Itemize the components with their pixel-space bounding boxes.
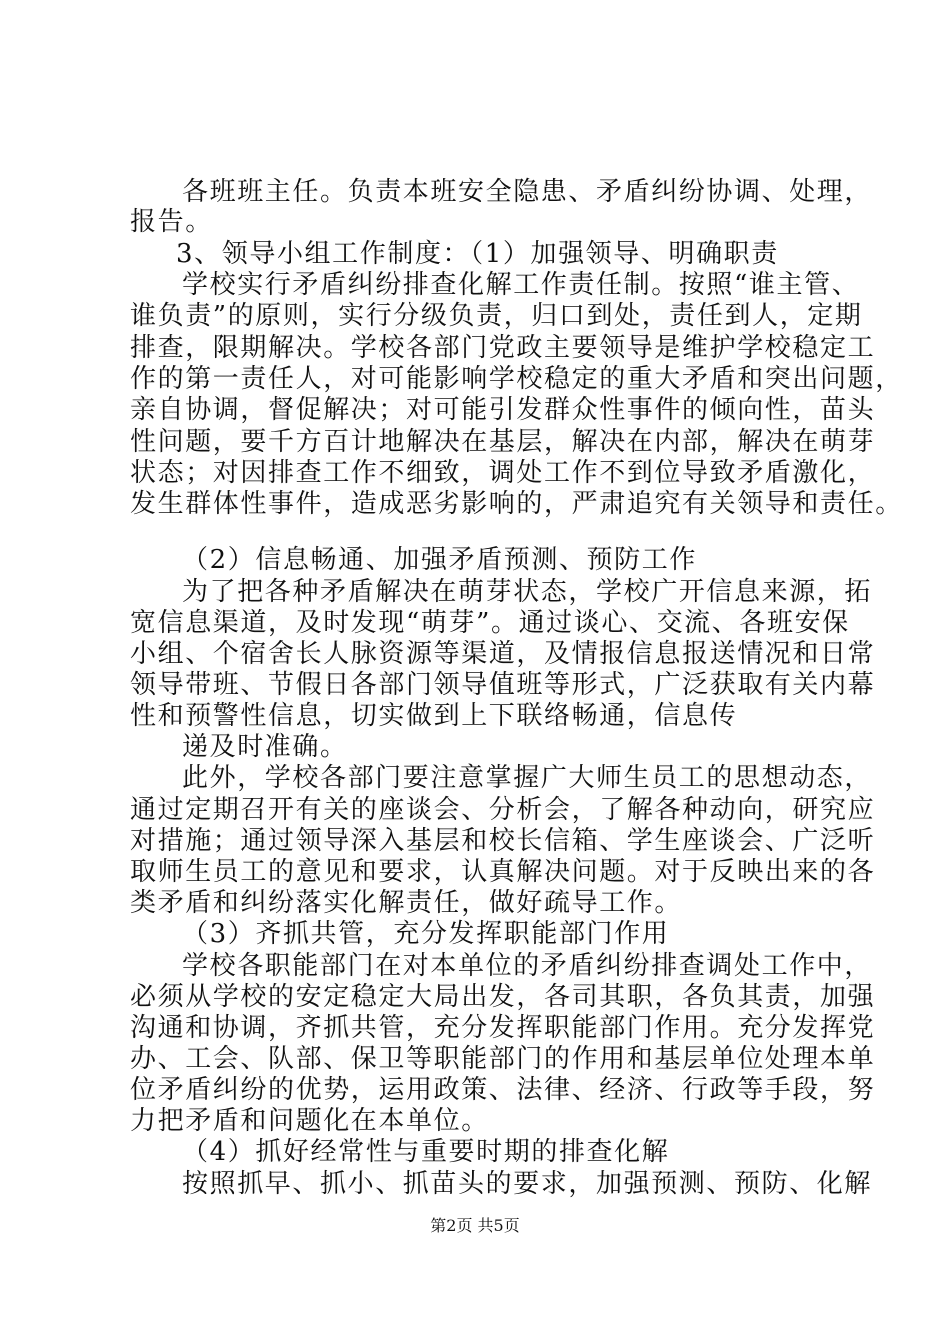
text-line: 发生群体性事件，造成恶劣影响的，严肃追究有关领导和责任。 xyxy=(130,489,903,519)
text-line: 位矛盾纠纷的优势，运用政策、法律、经济、行政等手段，努 xyxy=(130,1075,876,1105)
section-heading: （2）信息畅通、加强矛盾预测、预防工作 xyxy=(182,545,697,575)
text-line: 沟通和协调，齐抓共管，充分发挥职能部门作用。充分发挥党 xyxy=(130,1013,876,1043)
text-line: 性和预警性信息，切实做到上下联络畅通，信息传 xyxy=(130,701,738,731)
text-line: 各班班主任。负责本班安全隐患、矛盾纠纷协调、处理， xyxy=(182,177,873,207)
text-line: 学校各职能部门在对本单位的矛盾纠纷排查调处工作中， xyxy=(182,951,873,981)
text-line: 状态；对因排查工作不细致，调处工作不到位导致矛盾激化， xyxy=(130,458,876,488)
text-line: 学校实行矛盾纠纷排查化解工作责任制。按照“谁主管、 xyxy=(182,270,860,300)
text-line: 按照抓早、抓小、抓苗头的要求，加强预测、预防、化解 xyxy=(182,1169,873,1199)
section-heading: 3、领导小组工作制度：（1）加强领导、明确职责 xyxy=(176,239,779,269)
text-line: 领导带班、节假日各部门领导值班等形式，广泛获取有关内幕 xyxy=(130,670,876,700)
text-line: 力把矛盾和问题化在本单位。 xyxy=(130,1106,489,1136)
text-line: 必须从学校的安定稳定大局出发，各司其职，各负其责，加强 xyxy=(130,982,876,1012)
text-line: 此外，学校各部门要注意掌握广大师生员工的思想动态， xyxy=(182,763,873,793)
text-line: 亲自协调，督促解决；对可能引发群众性事件的倾向性，苗头 xyxy=(130,395,876,425)
text-line: 类矛盾和纠纷落实化解责任，做好疏导工作。 xyxy=(130,888,683,918)
text-line: 报告。 xyxy=(130,207,213,237)
text-line: 排查，限期解决。学校各部门党政主要领导是维护学校稳定工 xyxy=(130,333,876,363)
page-number: 第2页 共5页 xyxy=(430,1216,520,1235)
text-line: 为了把各种矛盾解决在萌芽状态，学校广开信息来源，拓 xyxy=(182,577,873,607)
text-line: 取师生员工的意见和要求，认真解决问题。对于反映出来的各 xyxy=(130,857,876,887)
section-heading: （3）齐抓共管，充分发挥职能部门作用 xyxy=(182,919,670,949)
text-line: 通过定期召开有关的座谈会、分析会，了解各种动向，研究应 xyxy=(130,795,876,825)
text-line: 小组、个宿舍长人脉资源等渠道，及情报信息报送情况和日常 xyxy=(130,639,876,669)
text-line: 递及时准确。 xyxy=(182,732,348,762)
section-heading: （4）抓好经常性与重要时期的排查化解 xyxy=(182,1137,670,1167)
text-line: 对措施；通过领导深入基层和校长信箱、学生座谈会、广泛听 xyxy=(130,826,876,856)
text-line: 宽信息渠道，及时发现“萌芽”。通过谈心、交流、各班安保 xyxy=(130,608,850,638)
text-line: 办、工会、队部、保卫等职能部门的作用和基层单位处理本单 xyxy=(130,1044,876,1074)
text-line: 谁负责”的原则，实行分级负责，归口到处，责任到人，定期 xyxy=(130,301,863,331)
text-line: 性问题，要千方百计地解决在基层，解决在内部，解决在萌芽 xyxy=(130,427,876,457)
text-line: 作的第一责任人，对可能影响学校稳定的重大矛盾和突出问题， xyxy=(130,364,903,394)
